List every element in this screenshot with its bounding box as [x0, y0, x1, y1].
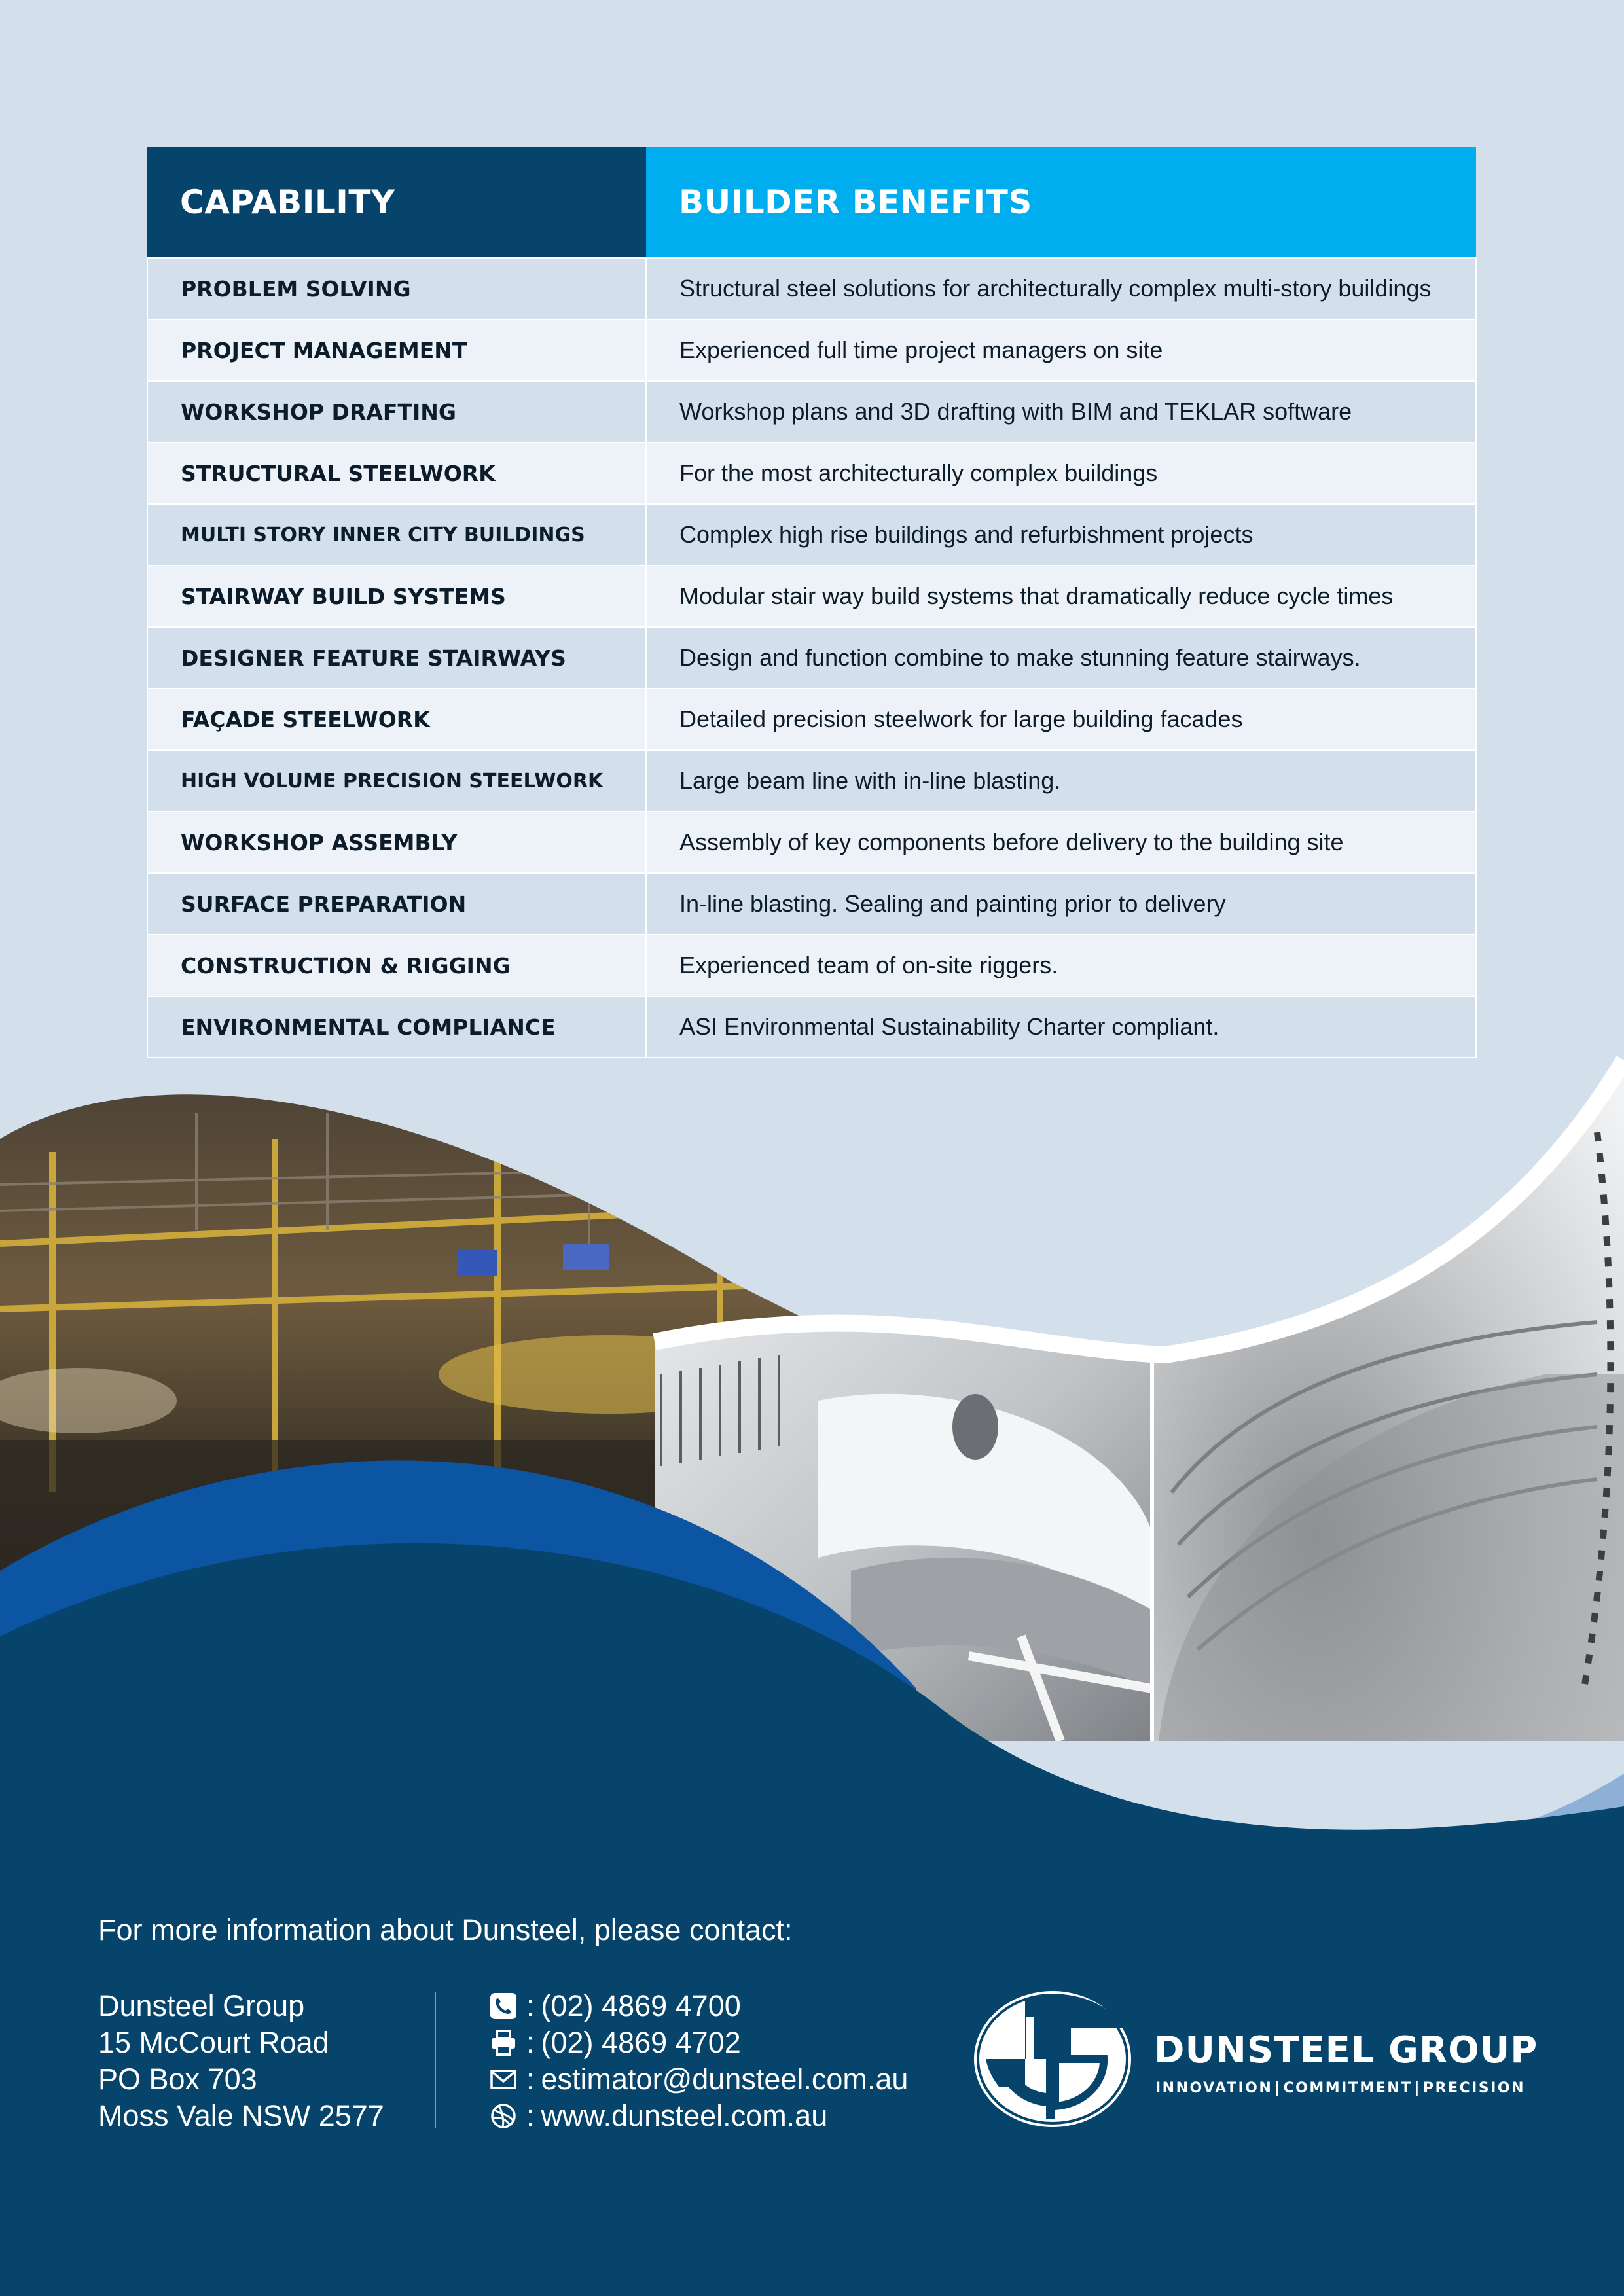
contact-web	[490, 2098, 908, 2134]
contact-fax	[490, 2024, 908, 2061]
table-row	[147, 381, 1476, 442]
footer-divider	[435, 1992, 436, 2128]
website-url[interactable]: www.dunsteel.com.au	[541, 2099, 828, 2132]
capability-cell: SURFACE PREPARATION	[147, 873, 646, 935]
address-block	[98, 1988, 384, 2134]
table-row	[147, 689, 1476, 750]
benefit-cell: Workshop plans and 3D drafting with BIM and TEKLAR software	[646, 381, 1476, 442]
benefit-cell: Modular stair way build systems that dramatically reduce cycle times	[646, 565, 1476, 627]
capability-cell: CONSTRUCTION & RIGGING	[147, 935, 646, 996]
benefit-cell: ASI Environmental Sustainability Charter compliant.	[646, 996, 1476, 1058]
contact-separator: :	[526, 2026, 535, 2059]
capability-cell: WORKSHOP ASSEMBLY	[147, 812, 646, 873]
benefits-header: BUILDER BENEFITS	[646, 147, 1476, 258]
benefit-cell: Design and function combine to make stunning feature stairways.	[646, 627, 1476, 689]
contact-phone	[490, 1988, 908, 2024]
capability-table	[147, 147, 1477, 1058]
tagline-word: PRECISION	[1422, 2080, 1525, 2096]
fax-number: (02) 4869 4702	[541, 2026, 741, 2059]
address-line: Moss Vale NSW 2577	[98, 2099, 384, 2132]
table-row	[147, 319, 1476, 381]
tagline-word: INNOVATION	[1155, 2080, 1273, 2096]
dunsteel-emblem	[974, 1991, 1131, 2127]
benefit-cell: Structural steel solutions for architecturally complex multi-story buildings	[646, 258, 1476, 319]
table-row	[147, 565, 1476, 627]
address-line: PO Box 703	[98, 2062, 257, 2096]
contact-heading: For more information about Dunsteel, please contact:	[98, 1913, 793, 1946]
benefit-cell: For the most architecturally complex buildings	[646, 442, 1476, 504]
web-icon	[490, 2102, 517, 2130]
table-row	[147, 504, 1476, 565]
brand-tagline	[1155, 2080, 1525, 2096]
contact-separator: :	[526, 2099, 535, 2132]
tagline-separator: |	[1414, 2080, 1422, 2096]
capability-cell: STRUCTURAL STEELWORK	[147, 442, 646, 504]
table-row	[147, 442, 1476, 504]
benefit-cell: Experienced full time project managers on site	[646, 319, 1476, 381]
address-line: 15 McCourt Road	[98, 2026, 329, 2059]
table-header-row	[147, 147, 1476, 258]
capability-cell: FAÇADE STEELWORK	[147, 689, 646, 750]
capability-cell: HIGH VOLUME PRECISION STEELWORK	[147, 750, 646, 812]
contact-list	[490, 1988, 908, 2134]
table-row	[147, 258, 1476, 319]
contact-separator: :	[526, 2062, 535, 2096]
benefit-cell: Large beam line with in-line blasting.	[646, 750, 1476, 812]
capability-cell: ENVIRONMENTAL COMPLIANCE	[147, 996, 646, 1058]
benefit-cell: Experienced team of on-site riggers.	[646, 935, 1476, 996]
table-row	[147, 812, 1476, 873]
email-icon	[490, 2066, 517, 2093]
tagline-separator: |	[1274, 2080, 1282, 2096]
photo-wave-graphic	[0, 1034, 1624, 1924]
benefit-cell: Assembly of key components before delivery to the building site	[646, 812, 1476, 873]
benefit-cell: In-line blasting. Sealing and painting prior to delivery	[646, 873, 1476, 935]
capability-cell: PROJECT MANAGEMENT	[147, 319, 646, 381]
phone-icon	[490, 1992, 517, 2020]
table-body	[147, 258, 1476, 1058]
benefit-cell: Complex high rise buildings and refurbishment projects	[646, 504, 1476, 565]
tagline-word: COMMITMENT	[1283, 2080, 1413, 2096]
address-line: Dunsteel Group	[98, 1989, 305, 2022]
phone-number[interactable]: (02) 4869 4700	[541, 1989, 741, 2022]
fax-icon	[490, 2029, 517, 2056]
brand-name: DUNSTEEL GROUP	[1154, 2029, 1538, 2072]
table-row	[147, 750, 1476, 812]
contact-email	[490, 2061, 908, 2098]
email-address[interactable]: estimator@dunsteel.com.au	[541, 2062, 909, 2096]
capability-cell: DESIGNER FEATURE STAIRWAYS	[147, 627, 646, 689]
capability-header: CAPABILITY	[147, 147, 646, 258]
capability-cell: STAIRWAY BUILD SYSTEMS	[147, 565, 646, 627]
capability-cell: MULTI STORY INNER CITY BUILDINGS	[147, 504, 646, 565]
table-row	[147, 935, 1476, 996]
table-row	[147, 627, 1476, 689]
benefit-cell: Detailed precision steelwork for large building facades	[646, 689, 1476, 750]
capability-cell: PROBLEM SOLVING	[147, 258, 646, 319]
capability-cell: WORKSHOP DRAFTING	[147, 381, 646, 442]
contact-separator: :	[526, 1989, 535, 2022]
table-row	[147, 873, 1476, 935]
